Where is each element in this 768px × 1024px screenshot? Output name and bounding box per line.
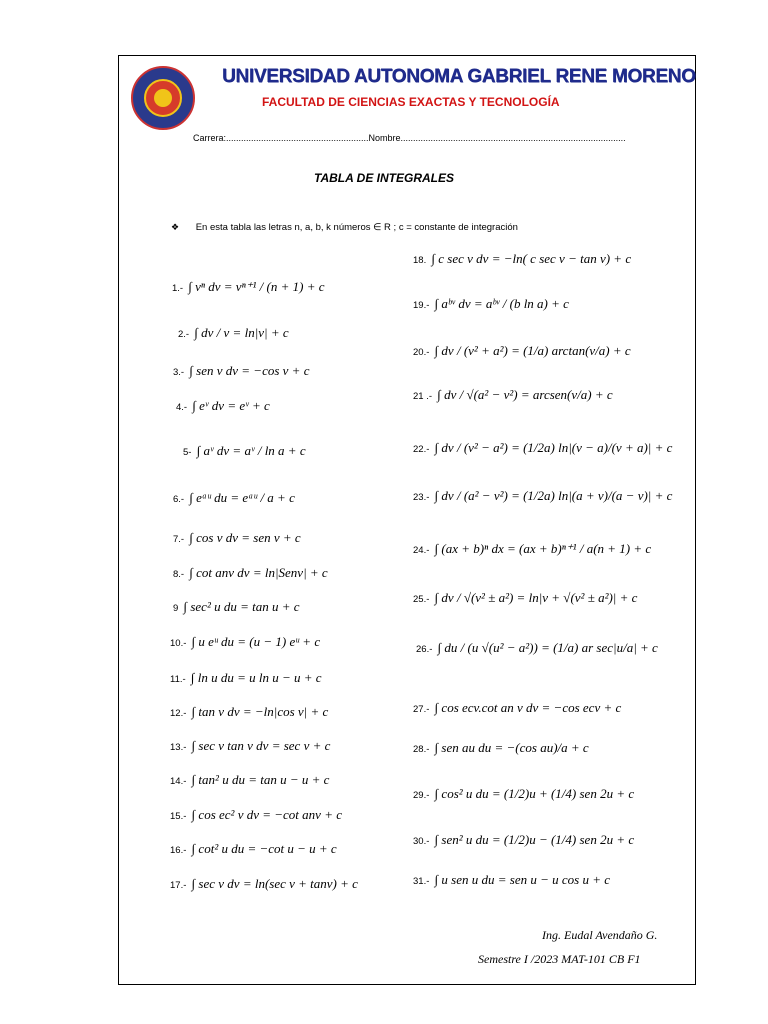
formula-23: 23.- ∫ dv / (a² − v²) = (1/2a) ln|(a + v)/(a − v)| + c [413, 488, 673, 503]
faculty-name: FACULTAD DE CIENCIAS EXACTAS Y TECNOLOGÍA [262, 95, 560, 109]
university-name: UNIVERSIDAD AUTONOMA GABRIEL RENE MORENO [222, 66, 696, 87]
note-line [171, 222, 518, 233]
formula-15: 15.- ∫ cos ec² v dv = −cot anv + c [170, 807, 342, 822]
author-signature: Ing. Eudal Avendaño G. [542, 928, 658, 942]
formula-22: 22.- ∫ dv / (v² − a²) = (1/2a) ln|(v − a)/(v + a)| + c [413, 440, 673, 455]
formula-18: 18. ∫ c sec v dv = −ln( c sec v − tan v) + c [413, 251, 632, 266]
note-text: En esta tabla las letras n, a, b, k números ∈ R ; c = constante de integración [195, 222, 518, 233]
student-fields: Carrera:.........................................................Nombre.......................................................................................... [193, 133, 626, 143]
formula-13: 13.- ∫ sec v tan v dv = sec v + c [170, 738, 331, 753]
bullet-icon: ❖ [171, 222, 180, 232]
page-title: TABLA DE INTEGRALES [314, 171, 454, 185]
formula-14: 14.- ∫ tan² u du = tan u − u + c [170, 772, 330, 787]
formula-26: 26.- ∫ du / (u √(u² − a²)) = (1/a) ar sec|u/a| + c [416, 640, 658, 655]
formula-31: 31.- ∫ u sen u du = sen u − u cos u + c [413, 872, 611, 887]
formula-6: 6.- ∫ eᵃᵘ du = eᵃᵘ / a + c [173, 490, 295, 505]
formula-12: 12.- ∫ tan v dv = −ln|cos v| + c [170, 704, 329, 719]
formula-21: 21 .- ∫ dv / √(a² − v²) = arcsen(v/a) + c [413, 387, 613, 402]
formula-29: 29.- ∫ cos² u du = (1/2)u + (1/4) sen 2u + c [413, 786, 635, 801]
formula-11: 11.- ∫ ln u du = u ln u − u + c [170, 670, 322, 685]
formula-3: 3.- ∫ sen v dv = −cos v + c [173, 363, 310, 378]
formula-7: 7.- ∫ cos v dv = sen v + c [173, 530, 301, 545]
university-seal-logo [131, 66, 195, 130]
formula-28: 28.- ∫ sen au du = −(cos au)/a + c [413, 740, 589, 755]
formula-27: 27.- ∫ cos ecv.cot an v dv = −cos ecv + c [413, 700, 622, 715]
formula-25: 25.- ∫ dv / √(v² ± a²) = ln|v + √(v² ± a²)| + c [413, 590, 638, 605]
formula-19: 19.- ∫ aᵇᵛ dv = aᵇᵛ / (b ln a) + c [413, 296, 569, 311]
formula-2: 2.- ∫ dv / v = ln|v| + c [178, 325, 289, 340]
formula-1: 1.- ∫ vⁿ dv = vⁿ⁺¹ / (n + 1) + c [172, 279, 325, 294]
formula-17: 17.- ∫ sec v dv = ln(sec v + tanv) + c [170, 876, 358, 891]
formula-30: 30.- ∫ sen² u du = (1/2)u − (1/4) sen 2u + c [413, 832, 635, 847]
formula-16: 16.- ∫ cot² u du = −cot u − u + c [170, 841, 337, 856]
formula-4: 4.- ∫ eᵛ dv = eᵛ + c [176, 398, 270, 413]
formula-24: 24.- ∫ (ax + b)ⁿ dx = (ax + b)ⁿ⁺¹ / a(n + 1) + c [413, 541, 652, 556]
formula-10: 10.- ∫ u eᵘ du = (u − 1) eᵘ + c [170, 634, 321, 649]
formula-20: 20.- ∫ dv / (v² + a²) = (1/a) arctan(v/a) + c [413, 343, 631, 358]
semester-line: Semestre I /2023 MAT-101 CB F1 [478, 952, 641, 966]
formula-9: 9 ∫ sec² u du = tan u + c [173, 599, 300, 614]
formula-5: 5- ∫ aᵛ dv = aᵛ / ln a + c [183, 443, 306, 458]
formula-8: 8.- ∫ cot anv dv = ln|Senv| + c [173, 565, 328, 580]
